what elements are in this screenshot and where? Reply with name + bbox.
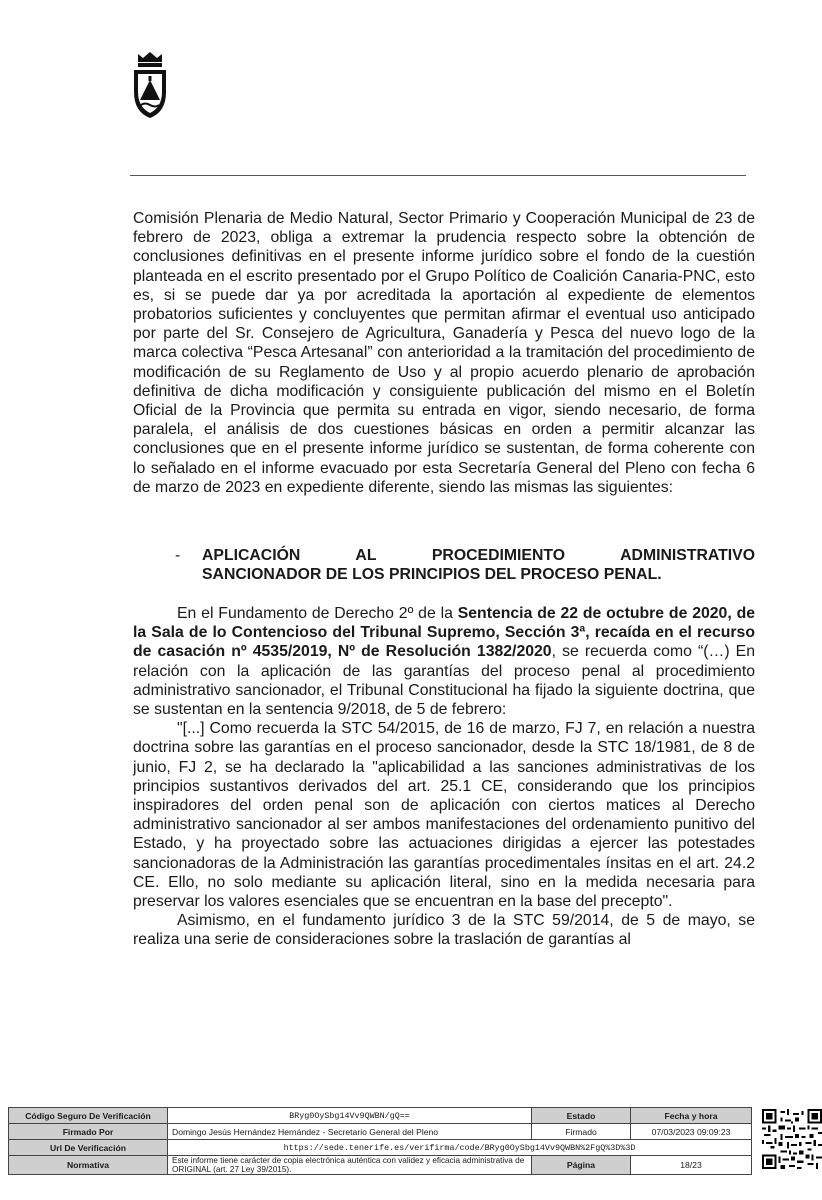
body-paragraph-3: Asimismo, en el fundamento jurídico 3 de la STC 59/2014, de 5 de mayo, se realiza una serie de consideraciones sobre la traslación de garantías al <box>133 912 755 949</box>
section-heading <box>175 546 755 584</box>
url-label: Url De Verificación <box>9 1140 168 1156</box>
fecha-value: 07/03/2023 09:09:23 <box>631 1124 752 1140</box>
body-paragraph-2 <box>133 604 755 719</box>
estado-value: Firmado <box>532 1124 631 1140</box>
pagina-label: Página <box>532 1156 631 1175</box>
quoted-doctrine: "[...] Como recuerda la STC 54/2015, de 16 de marzo, FJ 7, en relación a nuestra doctrina sobre las garantías en el proceso sancionador, desde la STC 18/1981, de 8 de junio, FJ 2, se ha declarado la "aplicabilidad a las sanciones administrativas de los principios sustantivos derivados del art. 25.1 CE, considerando que los principios inspiradores del orden penal son de aplicación con ciertos matices al Derecho administrativo sancionador al ser ambos manifestaciones del ordenamiento punitivo del Estado, y ha proyectado sobre las actuaciones dirigidas a ejercer las potestades sancionadoras de la Administración las garantías procedimentales ínsitas en el art. 24.2 CE. Ello, no solo mediante su aplicación literal, sino en la medida necesaria para preservar los valores esenciales que se encuentran en la base del precepto". <box>133 720 755 911</box>
url-value[interactable]: https://sede.tenerife.es/verifirma/code/BRyg0OySbg14Vv9QWBN%2FgQ%3D%3D <box>168 1140 752 1156</box>
heading-line-2: SANCIONADOR DE LOS PRINCIPIOS DEL PROCESO PENAL. <box>202 566 662 583</box>
fecha-label: Fecha y hora <box>631 1108 752 1124</box>
firmado-value: Domingo Jesús Hernández Hernández - Secretario General del Pleno <box>168 1124 532 1140</box>
qr-code <box>762 1108 822 1170</box>
verification-footer-table <box>8 1107 752 1175</box>
header-divider <box>130 175 746 176</box>
csv-label: Código Seguro De Verificación <box>9 1108 168 1124</box>
paragraph-2-citation: Sentencia de 22 de octubre de 2020, de la Sala de lo Contencioso del Tribunal Supremo, Sección 3ª, recaída en el recurso de casación nº 4535/2019, Nº de Resolución 1382/2020 <box>133 605 756 661</box>
body-paragraph-1: Comisión Plenaria de Medio Natural, Sector Primario y Cooperación Municipal de 23 de febrero de 2023, obliga a extremar la prudencia respecto sobre la obtención de conclusiones definitivas en el presente informe jurídico sobre el fondo de la cuestión planteada en el escrito presentado por el Grupo Político de Coalición Canaria-PNC, esto es, si se puede dar ya por acreditada la aportación al expediente de elementos probatorios suficientes y concluyentes que permitan afirmar el eventual uso anticipado por parte del Sr. Consejero de Agricultura, Ganadería y Pesca del nuevo logo de la marca colectiva “Pesca Artesanal” con anterioridad a la tramitación del procedimiento de modificación de su Reglamento de Uso y al propio acuerdo plenario de aprobación definitiva de dicha modificación y consiguiente publicación del mismo en el Boletín Oficial de la Provincia que permita su entrada en vigor, siendo necesario, de forma paralela, el análisis de dos cuestiones básicas en orden a permitir alcanzar las conclusiones que en el presente informe jurídico se sustentan, de forma coherente con lo señalado en el informe evacuado por esta Secretaría General del Pleno con fecha 6 de marzo de 2023 en expediente diferente, siendo las mismas las siguientes: <box>133 210 755 496</box>
pagina-value: 18/23 <box>631 1156 752 1175</box>
estado-label: Estado <box>532 1108 631 1124</box>
heading-line-1: APLICACIÓN AL PROCEDIMIENTO ADMINISTRATIVO <box>202 547 755 564</box>
paragraph-2-rest: , se recuerda como “(…) En relación con la aplicación de las garantías del proceso penal al procedimiento administrativo sancionador, el Tribunal Constitucional ha fijado la siguiente doctrina, que se sustentan en la sentencia 9/2018, de 5 de febrero: <box>133 643 755 719</box>
firmado-label: Firmado Por <box>9 1124 168 1140</box>
paragraph-2-lead: En el Fundamento de Derecho 2º de la <box>177 605 458 622</box>
heading-bullet: - <box>175 547 181 564</box>
tenerife-coat-of-arms-logo <box>130 50 170 120</box>
body-section <box>133 604 755 950</box>
csv-value: BRyg0OySbg14Vv9QWBN/gQ== <box>168 1108 532 1124</box>
normativa-label: Normativa <box>9 1156 168 1175</box>
normativa-value: Este informe tiene carácter de copia electrónica auténtica con validez y eficacia administrativa de ORIGINAL (art. 27 Ley 39/2015). <box>168 1156 532 1175</box>
